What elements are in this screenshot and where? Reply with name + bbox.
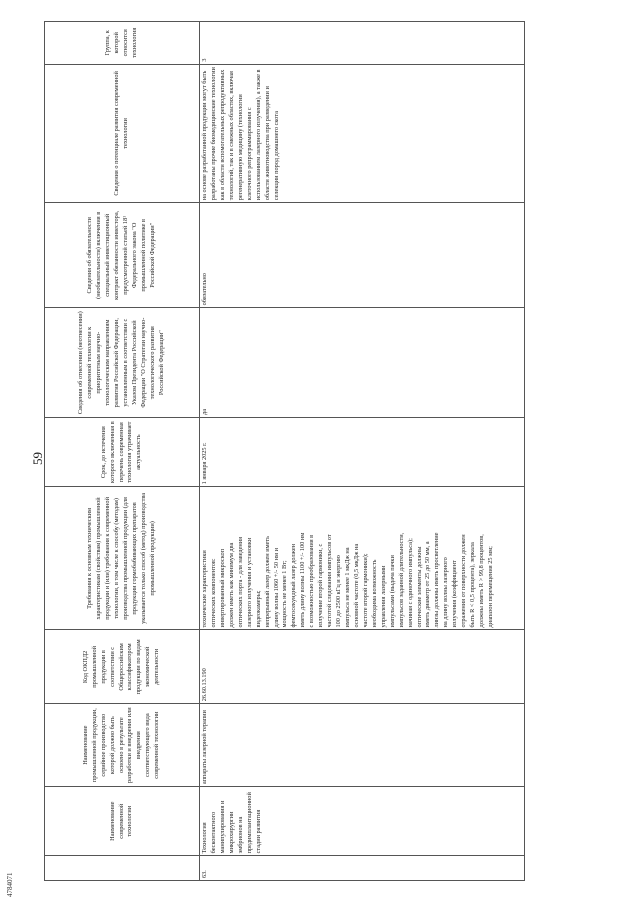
requirement-line: с возможностью преобразования в bbox=[308, 534, 316, 628]
requirement-line: технические характеристики bbox=[201, 550, 208, 628]
header-cell-obligation: Сведения об обязательности (необязательности) включения в специальный инвестиционный контракт обязанности инвестора, предусмотренной статьей 18¹ Федерального закона "О промышленной политике в Российской Федерации" bbox=[45, 203, 200, 308]
requirement-line: импульса не менее 1 мкДж на bbox=[344, 547, 351, 628]
header-cell-okpd: Код ОКПД2 промышленной продукции в соответствии с Общероссийским классификатором продукции по видам экономической деятельности bbox=[45, 630, 200, 704]
requirement-line: должны иметь R > 99,8 процентов, bbox=[478, 534, 486, 628]
technology-table bbox=[44, 21, 525, 881]
requirement-line: импульсов заданной длительности, bbox=[397, 532, 405, 628]
cell-obligation: обязательно bbox=[200, 203, 525, 308]
cell-product: аппараты лазерной терапии bbox=[200, 704, 525, 787]
cell-row-number bbox=[200, 856, 525, 881]
requirement-line: лазерного излучения и установки bbox=[245, 537, 253, 628]
cell-requirements bbox=[200, 487, 525, 630]
requirement-line: быть R < 0,5 процента), зеркала bbox=[469, 542, 477, 628]
requirement-line: управления лазерными bbox=[379, 565, 387, 628]
requirement-line: оптических порта - для заведения bbox=[236, 536, 244, 628]
row-number: 63. bbox=[201, 870, 208, 878]
requirement-line: непрерывный лазер должен иметь bbox=[263, 535, 271, 628]
cell-group: 3 bbox=[200, 22, 525, 65]
requirement-line: необходима возможность bbox=[370, 559, 378, 628]
table-header-row bbox=[45, 22, 200, 881]
requirement-line: оптические элементы должны bbox=[415, 546, 423, 628]
requirement-line: фемтосекундный лазер должен bbox=[290, 543, 298, 628]
document-id: 4784071 bbox=[6, 872, 14, 897]
requirement-line: начиная с одиночного импульса); bbox=[406, 538, 414, 628]
header-cell-technology: Наименование современной технологии bbox=[45, 787, 200, 856]
page-number: 59 bbox=[30, 452, 45, 465]
cell-technology: Технология бесконтактного манипулирования и микрохирургии эмбрионов на предимплантационной стадии развития bbox=[200, 787, 525, 856]
requirement-line: отражения от поверхности должен bbox=[460, 534, 468, 628]
cell-potential: на основе разработанной продукции могут быть разработаны прочие биомедицинские технологии как в области вспомогательных репродуктивных технологий, так и в смежных областях, включая регенеративную медицину (технологии клеточного репрограммирования с использованием лазерного излучения), а также в области животноводства при разведении и селекции пород домашнего скота bbox=[200, 64, 525, 203]
requirement-line: видеокамеры; bbox=[254, 590, 262, 628]
requirement-line: излучения (коэффициент bbox=[451, 560, 459, 628]
requirement-line: частоте второй гармоники); bbox=[361, 553, 369, 628]
requirement-line: иметь длину волны 1100 +/- 100 нм bbox=[299, 532, 307, 628]
requirement-line: иметь диаметр от 25 до 50 мм, а bbox=[424, 541, 432, 628]
requirement-line: излучение второй гармоники, с bbox=[317, 543, 325, 628]
requirement-line: мощность не менее 1 Вт; bbox=[281, 560, 289, 628]
requirement-line: линзы должны иметь просветление bbox=[433, 532, 441, 628]
header-cell-priority: Сведения об отнесении (неотнесении) современной технологии к приоритетным научно-технологическим направлениям развития Российской Федерации, установленным в соответствии с Указом Президента Российской Федерации "О Стратегии научно-технологического развития Российской Федерации" bbox=[45, 308, 200, 418]
header-cell-potential: Сведения о потенциале развития современной технологии bbox=[45, 64, 200, 203]
header-cell-requirements: Требования к основным техническим характеристикам (свойствам) промышленной продукции и (или) требования к современной технологии, в том числе к способу (методам) производства промышленной продукции (для продукции гормобабивающих препаратов указывается только способ (метод) производства промышленной продукции) bbox=[45, 487, 200, 630]
requirement-line: на длину волны лазерного bbox=[442, 557, 450, 628]
cell-okpd: 26.60.13.190 bbox=[200, 630, 525, 704]
requirement-line: длину волны 1060 +/- 50 нм и bbox=[272, 548, 280, 628]
requirement-line: оптических компонентов: bbox=[209, 558, 217, 628]
requirement-line: импульсами (выдача пачки bbox=[388, 555, 396, 628]
header-cell-product: Наименование промышленной продукции, серийное производство которой должно быть освоено в результате разработки и внедрения или внедрения соответствующего вида современной технологии bbox=[45, 704, 200, 787]
requirement-line: частотой следования импульсов от bbox=[326, 534, 334, 628]
header-cell-deadline: Срок, до истечения которого включенная в перечень современная технология утрачивает актуальность bbox=[45, 417, 200, 486]
requirement-line: 100 до 2500 кГц и энергию bbox=[335, 555, 343, 628]
requirement-line: должен иметь как минимум два bbox=[227, 542, 235, 628]
requirement-line: диапазон перемещения 25 мм; bbox=[487, 546, 494, 628]
requirement-line: основной частоте (0,5 мкДж на bbox=[352, 543, 360, 628]
requirement-line: инвертированный микроскоп bbox=[218, 549, 226, 628]
header-cell-number bbox=[45, 856, 200, 881]
cell-deadline: 1 января 2025 г. bbox=[200, 417, 525, 486]
table-row bbox=[200, 22, 525, 881]
header-cell-group: Группа, к которой относится технология bbox=[45, 22, 200, 65]
cell-priority: да bbox=[200, 308, 525, 418]
